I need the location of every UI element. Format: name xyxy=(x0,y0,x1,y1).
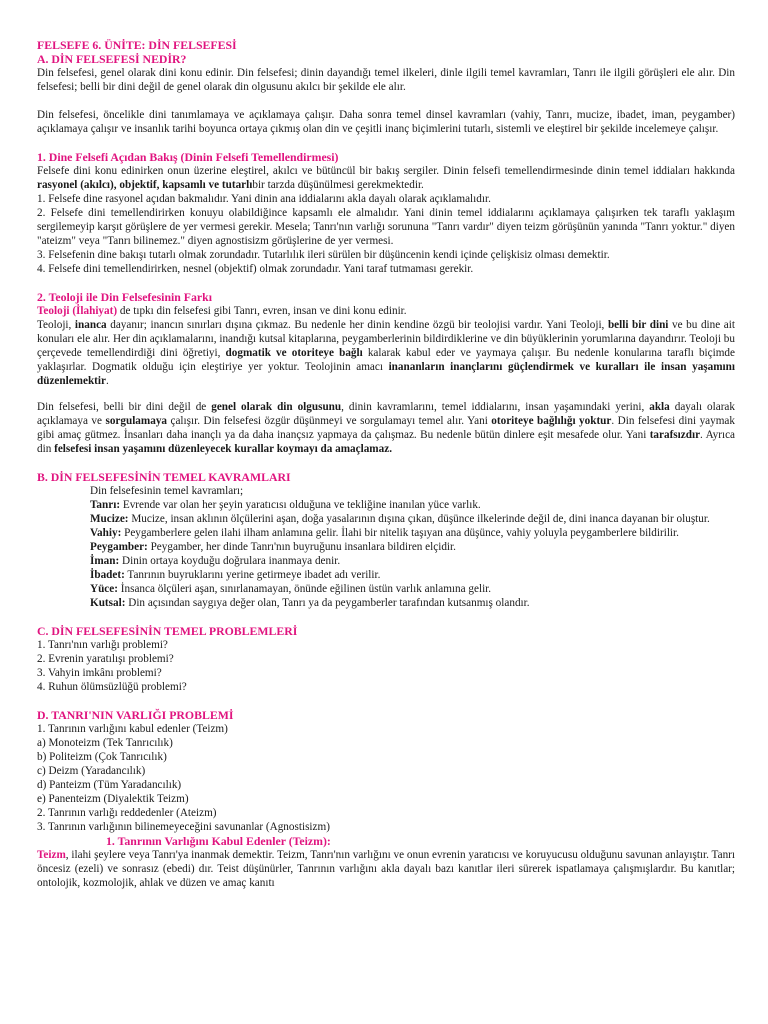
concept-item xyxy=(37,512,735,526)
concept-definition: Evrende var olan her şeyin yaratıcısı olduğuna ve tekliğine inanılan yüce varlık. xyxy=(120,499,481,511)
section-1-item-4: 4. Felsefe dini temellendirirken, nesnel (objektif) olmak zorundadır. Yani taraf tutmaması gerekir. xyxy=(37,263,474,275)
concept-definition: Dinin ortaya koyduğu doğrulara inanmaya denir. xyxy=(119,555,341,567)
problem-item: 3. Vahyin imkânı problemi? xyxy=(37,667,162,679)
section-2-title: 2. Teoloji ile Din Felsefesinin Farkı xyxy=(37,290,212,304)
concept-definition: Din açısından saygıya değer olan, Tanrı ya da peygamberler tarafından kutsanmış olandır. xyxy=(125,597,530,609)
concept-term: Peygamber: xyxy=(90,541,148,553)
concept-definition: Mucize, insan aklının ölçülerini aşan, doğa yasalarının dışına çıkan, düşünce ilkelerinde değil de, dini inanca dayanan bir oluştur. xyxy=(128,513,710,525)
concept-item xyxy=(37,582,735,596)
concept-term: Vahiy: xyxy=(90,527,122,539)
concept-list xyxy=(37,498,735,610)
section-2-paragraph-1: Teoloji (İlahiyat) de tıpkı din felsefesi gibi Tanrı, evren, insan ve dini konu edinir. xyxy=(37,305,407,317)
teizm-term: Teizm xyxy=(37,849,66,861)
section-a-paragraph-2: Din felsefesi, öncelikle dini tanımlamaya ve açıklamaya çalışır. Daha sonra temel dinsel kavramları (vahiy, Tanrı, mucize, ibadet, iman, peygamber) açıklamaya çalışır ve insanlık tarihi boyunca ortaya çıkmış olan din ve çeşitli inanç biçimlerini tutarlı, sistemli ve eleştirel bir şekilde incelemeye çalışır. xyxy=(37,109,735,135)
concept-term: Mucize: xyxy=(90,513,129,525)
problem-list xyxy=(37,638,735,694)
concept-term: Tanrı: xyxy=(90,499,121,511)
theism-item: a) Monoteizm (Tek Tanrıcılık) xyxy=(37,737,173,749)
concept-item xyxy=(37,596,735,610)
section-d-title: D. TANRI'NIN VARLIĞI PROBLEMİ xyxy=(37,708,234,722)
theism-item: 1. Tanrının varlığını kabul edenler (Teizm) xyxy=(37,723,228,735)
section-a-paragraph-1: Din felsefesi, genel olarak dini konu edinir. Din felsefesi; dinin dayandığı temel ilkeleri, dinle ilgili temel kavramları, Tanrı ile ilgili görüşleri ele alır. Din felsefesi; belli bir dini değil de genel olarak din olgusunu akılcı bir şekilde ele alır. xyxy=(37,67,735,93)
theism-item: b) Politeizm (Çok Tanrıcılık) xyxy=(37,751,167,763)
theism-item: e) Panenteizm (Diyalektik Teizm) xyxy=(37,793,189,805)
theism-item: c) Deizm (Yaradancılık) xyxy=(37,765,146,777)
section-1-item-1: 1. Felsefe dine rasyonel açıdan bakmalıdır. Yani dinin ana iddialarını akla dayalı olarak açıklamalıdır. xyxy=(37,193,491,205)
problem-item: 4. Ruhun ölümsüzlüğü problemi? xyxy=(37,681,187,693)
section-2-paragraph-3: Din felsefesi, belli bir dini değil de genel olarak din olgusunu, dinin kavramlarını, temel iddialarını, insan yaşamındaki yerini, akla dayalı olarak açıklamaya ve sorgulamaya çalışır. Din felsefesi özgür düşünmeyi ve sorgulamayı temel alır. Yani otoriteye bağlılığı yoktur. Din felsefesi dini yaymak gibi amaç gütmez. İnsanları daha inançlı ya da daha inançsız yapmaya da çalışmaz. Bu nedenle bütün dinlere eşit mesafede olur. Yani tarafsızdır. Ayrıca din felsefesi insan yaşamını düzenleyecek kurallar koymayı da amaçlamaz. xyxy=(37,401,735,455)
problem-item: 1. Tanrı'nın varlığı problemi? xyxy=(37,639,168,651)
concept-item xyxy=(37,540,735,554)
concept-definition: Peygamberlere gelen ilahi ilham anlamına gelir. İlahi bir nitelik taşıyan ana düşünce, vahiy yoluyla peygamberlere bildirilir. xyxy=(121,527,679,539)
theism-item: 3. Tanrının varlığının bilinemeyeceğini savunanlar (Agnostisizm) xyxy=(37,821,330,833)
section-1-title: 1. Dine Felsefi Açıdan Bakış (Dinin Felsefi Temellendirmesi) xyxy=(37,150,339,164)
section-b-intro: Din felsefesinin temel kavramları; xyxy=(90,485,244,497)
section-1-intro: Felsefe dini konu edinirken onun üzerine eleştirel, akılcı ve bütüncül bir bakış sergiler. Dinin felsefi temellendirmesinde dinin temel iddiaları hakkında rasyonel (akılcı), objektif, kapsamlı ve tutarlıbir tarzda düşünülmesi gerekmektedir. xyxy=(37,165,735,191)
concept-item xyxy=(37,498,735,512)
section-a-title: A. DİN FELSEFESİ NEDİR? xyxy=(37,52,187,66)
concept-definition: İnsanca ölçüleri aşan, sınırlanamayan, önünde eğilinen üstün varlık anlamına gelir. xyxy=(117,583,492,595)
section-2-paragraph-2: Teoloji, inanca dayanır; inancın sınırları dışına çıkmaz. Bu nedenle her dinin kendine özgü bir teolojisi vardır. Yani Teoloji, belli bir dini ve bu dine ait konuları ele alır. Her din açıklamalarını, inandığı kutsal kitaplarına, peygamberlerinin bildirdiklerine ve din büyüklerinin yorumlarına dayandırır. Teoloji bu çerçevede temellendirdiği dini öğretiyi, dogmatik ve otoriteye bağlı kalarak kabul eder ve yaymaya çalışır. Bu nedenle konularına taraflı biçimde yaklaşırlar. Dogmatik olduğu için eleştiriye yer yoktur. Teolojinin amacı inananların inançlarını güçlendirmek ve kuralları ile insan yaşamını düzenlemektir. xyxy=(37,319,735,387)
concept-definition: Tanrının buyruklarını yerine getirmeye ibadet adı verilir. xyxy=(124,569,381,581)
section-1-item-2: 2. Felsefe dini temellendirirken konuyu olabildiğince kapsamlı ele almalıdır. Yani dinin temel iddialarını açıklamaya çalışırken tek taraflı yaklaşım sergilemeyip karşıt görüşlere de yer vermesi gerekir. Mesela; Tanrı'nın varlığı sorununa "Tanrı vardır" diyen teizm görüşünün yanında "Tanrı yoktur." diyen "ateizm" veya "Tanrı bilinemez." diyen agnostisizm görüşlerine de yer vermesi. xyxy=(37,207,735,247)
section-d-paragraph: Teizm, ilahi şeylere veya Tanrı'ya inanmak demektir. Teizm, Tanrı'nın varlığını ve onun evrenin yaratıcısı ve koruyucusu olduğunu savunan anlayıştır. Tanrı öncesiz (ezeli) ve sonrasız (ebedi) dır. Teist düşünürler, Tanrının varlığını akla dayalı bazı kanıtlar ileri sürerek ispatlamaya çalışmışlardır. Bu kanıtlar; ontolojik, kozmolojik, ahlak ve düzen ve amaç kanıtı xyxy=(37,849,735,889)
section-b-title: B. DİN FELSEFESİNİN TEMEL KAVRAMLARI xyxy=(37,470,291,484)
theism-list xyxy=(37,722,735,834)
teoloji-term: Teoloji (İlahiyat) xyxy=(37,305,118,317)
section-d-subtitle: 1. Tanrının Varlığını Kabul Edenler (Teizm): xyxy=(106,834,331,848)
theism-item: 2. Tanrının varlığı reddedenler (Ateizm) xyxy=(37,807,217,819)
concept-item xyxy=(37,568,735,582)
theism-item: d) Panteizm (Tüm Yaradancılık) xyxy=(37,779,182,791)
concept-item xyxy=(37,554,735,568)
section-1-item-3: 3. Felsefenin dine bakışı tutarlı olmak zorundadır. Tutarlılık ileri sürülen bir düşüncenin kendi içinde çelişkisiz olması demektir. xyxy=(37,249,610,261)
document-page xyxy=(37,38,735,890)
section-1-intro-bold: rasyonel (akılcı), objektif, kapsamlı ve tutarlı xyxy=(37,179,253,191)
concept-term: İbadet: xyxy=(90,569,125,581)
concept-term: Yüce: xyxy=(90,583,118,595)
concept-term: Kutsal: xyxy=(90,597,126,609)
concept-definition: Peygamber, her dinde Tanrı'nın buyruğunu insanlara bildiren elçidir. xyxy=(147,541,456,553)
section-c-title: C. DİN FELSEFESİNİN TEMEL PROBLEMLERİ xyxy=(37,624,298,638)
problem-item: 2. Evrenin yaratılışı problemi? xyxy=(37,653,174,665)
concept-term: İman: xyxy=(90,555,120,567)
unit-title: FELSEFE 6. ÜNİTE: DİN FELSEFESİ xyxy=(37,38,237,52)
concept-item xyxy=(37,526,735,540)
